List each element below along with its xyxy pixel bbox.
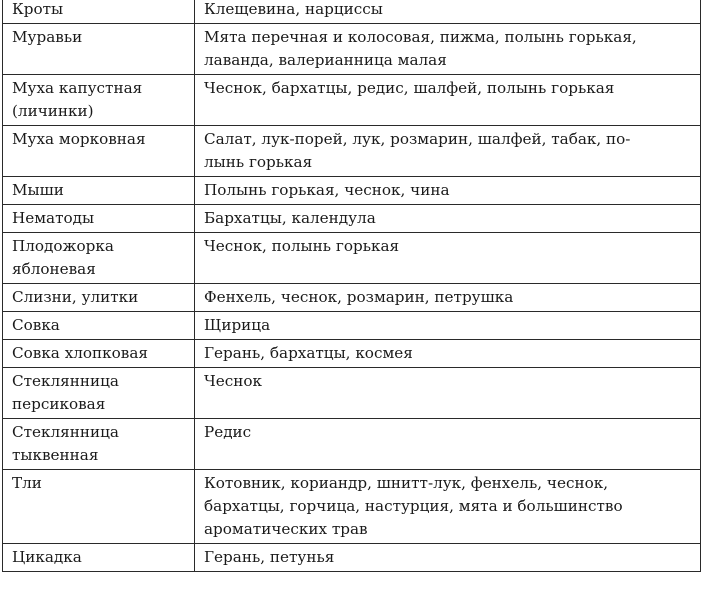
pest-name-line: Стеклянница xyxy=(12,372,119,390)
repellent-plants-line: лаванда, валерианница малая xyxy=(204,51,447,69)
pest-name-line: тыквенная xyxy=(12,446,99,464)
table-row xyxy=(3,340,701,368)
pest-name-line: Мыши xyxy=(12,181,64,199)
table-row xyxy=(3,470,701,544)
repellent-plants-line: Котовник, кориандр, шнитт-лук, фенхель, чеснок, xyxy=(204,474,609,492)
repellent-plants-line: Герань, бархатцы, космея xyxy=(204,344,413,362)
pest-name-line: персиковая xyxy=(12,395,106,413)
table-row xyxy=(3,0,701,24)
repellent-plants-cell xyxy=(195,419,701,470)
repellent-plants-line: Салат, лук-порей, лук, розмарин, шалфей, табак, по- xyxy=(204,130,631,148)
repellent-plants-cell xyxy=(195,126,701,177)
repellent-plants-cell xyxy=(195,312,701,340)
pest-cell xyxy=(3,544,195,572)
repellent-plants-line: бархатцы, горчица, настурция, мята и большинство xyxy=(204,497,623,515)
repellent-plants-line: ароматических трав xyxy=(204,520,368,538)
pest-cell xyxy=(3,75,195,126)
pest-cell xyxy=(3,24,195,75)
table-row xyxy=(3,284,701,312)
table-row xyxy=(3,544,701,572)
table-row xyxy=(3,233,701,284)
repellent-plants-line: Герань, петунья xyxy=(204,548,335,566)
pest-cell xyxy=(3,368,195,419)
pest-name-line: Муравьи xyxy=(12,28,83,46)
repellent-plants-line: лынь горькая xyxy=(204,153,313,171)
repellent-plants-cell xyxy=(195,470,701,544)
repellent-plants-line: Мята перечная и колосовая, пижма, полынь горькая, xyxy=(204,28,637,46)
repellent-plants-cell xyxy=(195,284,701,312)
repellent-plants-cell xyxy=(195,340,701,368)
table-row xyxy=(3,24,701,75)
table-row xyxy=(3,126,701,177)
pest-cell xyxy=(3,340,195,368)
pest-name-line: Совка хлопковая xyxy=(12,344,148,362)
pest-name-line: Цикадка xyxy=(12,548,82,566)
pest-name-line: (личинки) xyxy=(12,102,94,120)
pest-name-line: Слизни, улитки xyxy=(12,288,139,306)
table-row xyxy=(3,368,701,419)
pest-name-line: Стеклянница xyxy=(12,423,119,441)
repellent-plants-line: Редис xyxy=(204,423,252,441)
pest-cell xyxy=(3,419,195,470)
repellent-plants-line: Чеснок, полынь горькая xyxy=(204,237,400,255)
repellent-plants-cell xyxy=(195,0,701,24)
repellent-plants-cell xyxy=(195,544,701,572)
pest-name-line: Кроты xyxy=(12,0,64,18)
repellent-plants-line: Чеснок xyxy=(204,372,262,390)
pest-repellent-table xyxy=(2,0,701,572)
table-row xyxy=(3,177,701,205)
pest-cell xyxy=(3,284,195,312)
table-row xyxy=(3,419,701,470)
repellent-plants-cell xyxy=(195,205,701,233)
pest-cell xyxy=(3,233,195,284)
pest-cell xyxy=(3,312,195,340)
pest-name-line: Нематоды xyxy=(12,209,95,227)
table-body xyxy=(3,0,701,572)
table-row xyxy=(3,312,701,340)
table-row xyxy=(3,205,701,233)
pest-cell xyxy=(3,177,195,205)
pest-name-line: Муха морковная xyxy=(12,130,146,148)
pest-cell xyxy=(3,126,195,177)
repellent-plants-line: Полынь горькая, чеснок, чина xyxy=(204,181,450,199)
repellent-plants-line: Чеснок, бархатцы, редис, шалфей, полынь горькая xyxy=(204,79,615,97)
repellent-plants-cell xyxy=(195,233,701,284)
pest-name-line: Муха капустная xyxy=(12,79,143,97)
repellent-plants-line: Клещевина, нарциссы xyxy=(204,0,383,18)
pest-cell xyxy=(3,470,195,544)
repellent-plants-cell xyxy=(195,368,701,419)
repellent-plants-line: Фенхель, чеснок, розмарин, петрушка xyxy=(204,288,514,306)
repellent-plants-line: Бархатцы, календула xyxy=(204,209,376,227)
pest-cell xyxy=(3,205,195,233)
repellent-plants-cell xyxy=(195,177,701,205)
table-row xyxy=(3,75,701,126)
pest-name-line: Плодожорка xyxy=(12,237,114,255)
repellent-plants-cell xyxy=(195,75,701,126)
pest-name-line: Тли xyxy=(12,474,42,492)
pest-name-line: яблоневая xyxy=(12,260,96,278)
pest-name-line: Совка xyxy=(12,316,60,334)
pest-cell xyxy=(3,0,195,24)
repellent-plants-line: Щирица xyxy=(204,316,271,334)
repellent-plants-cell xyxy=(195,24,701,75)
